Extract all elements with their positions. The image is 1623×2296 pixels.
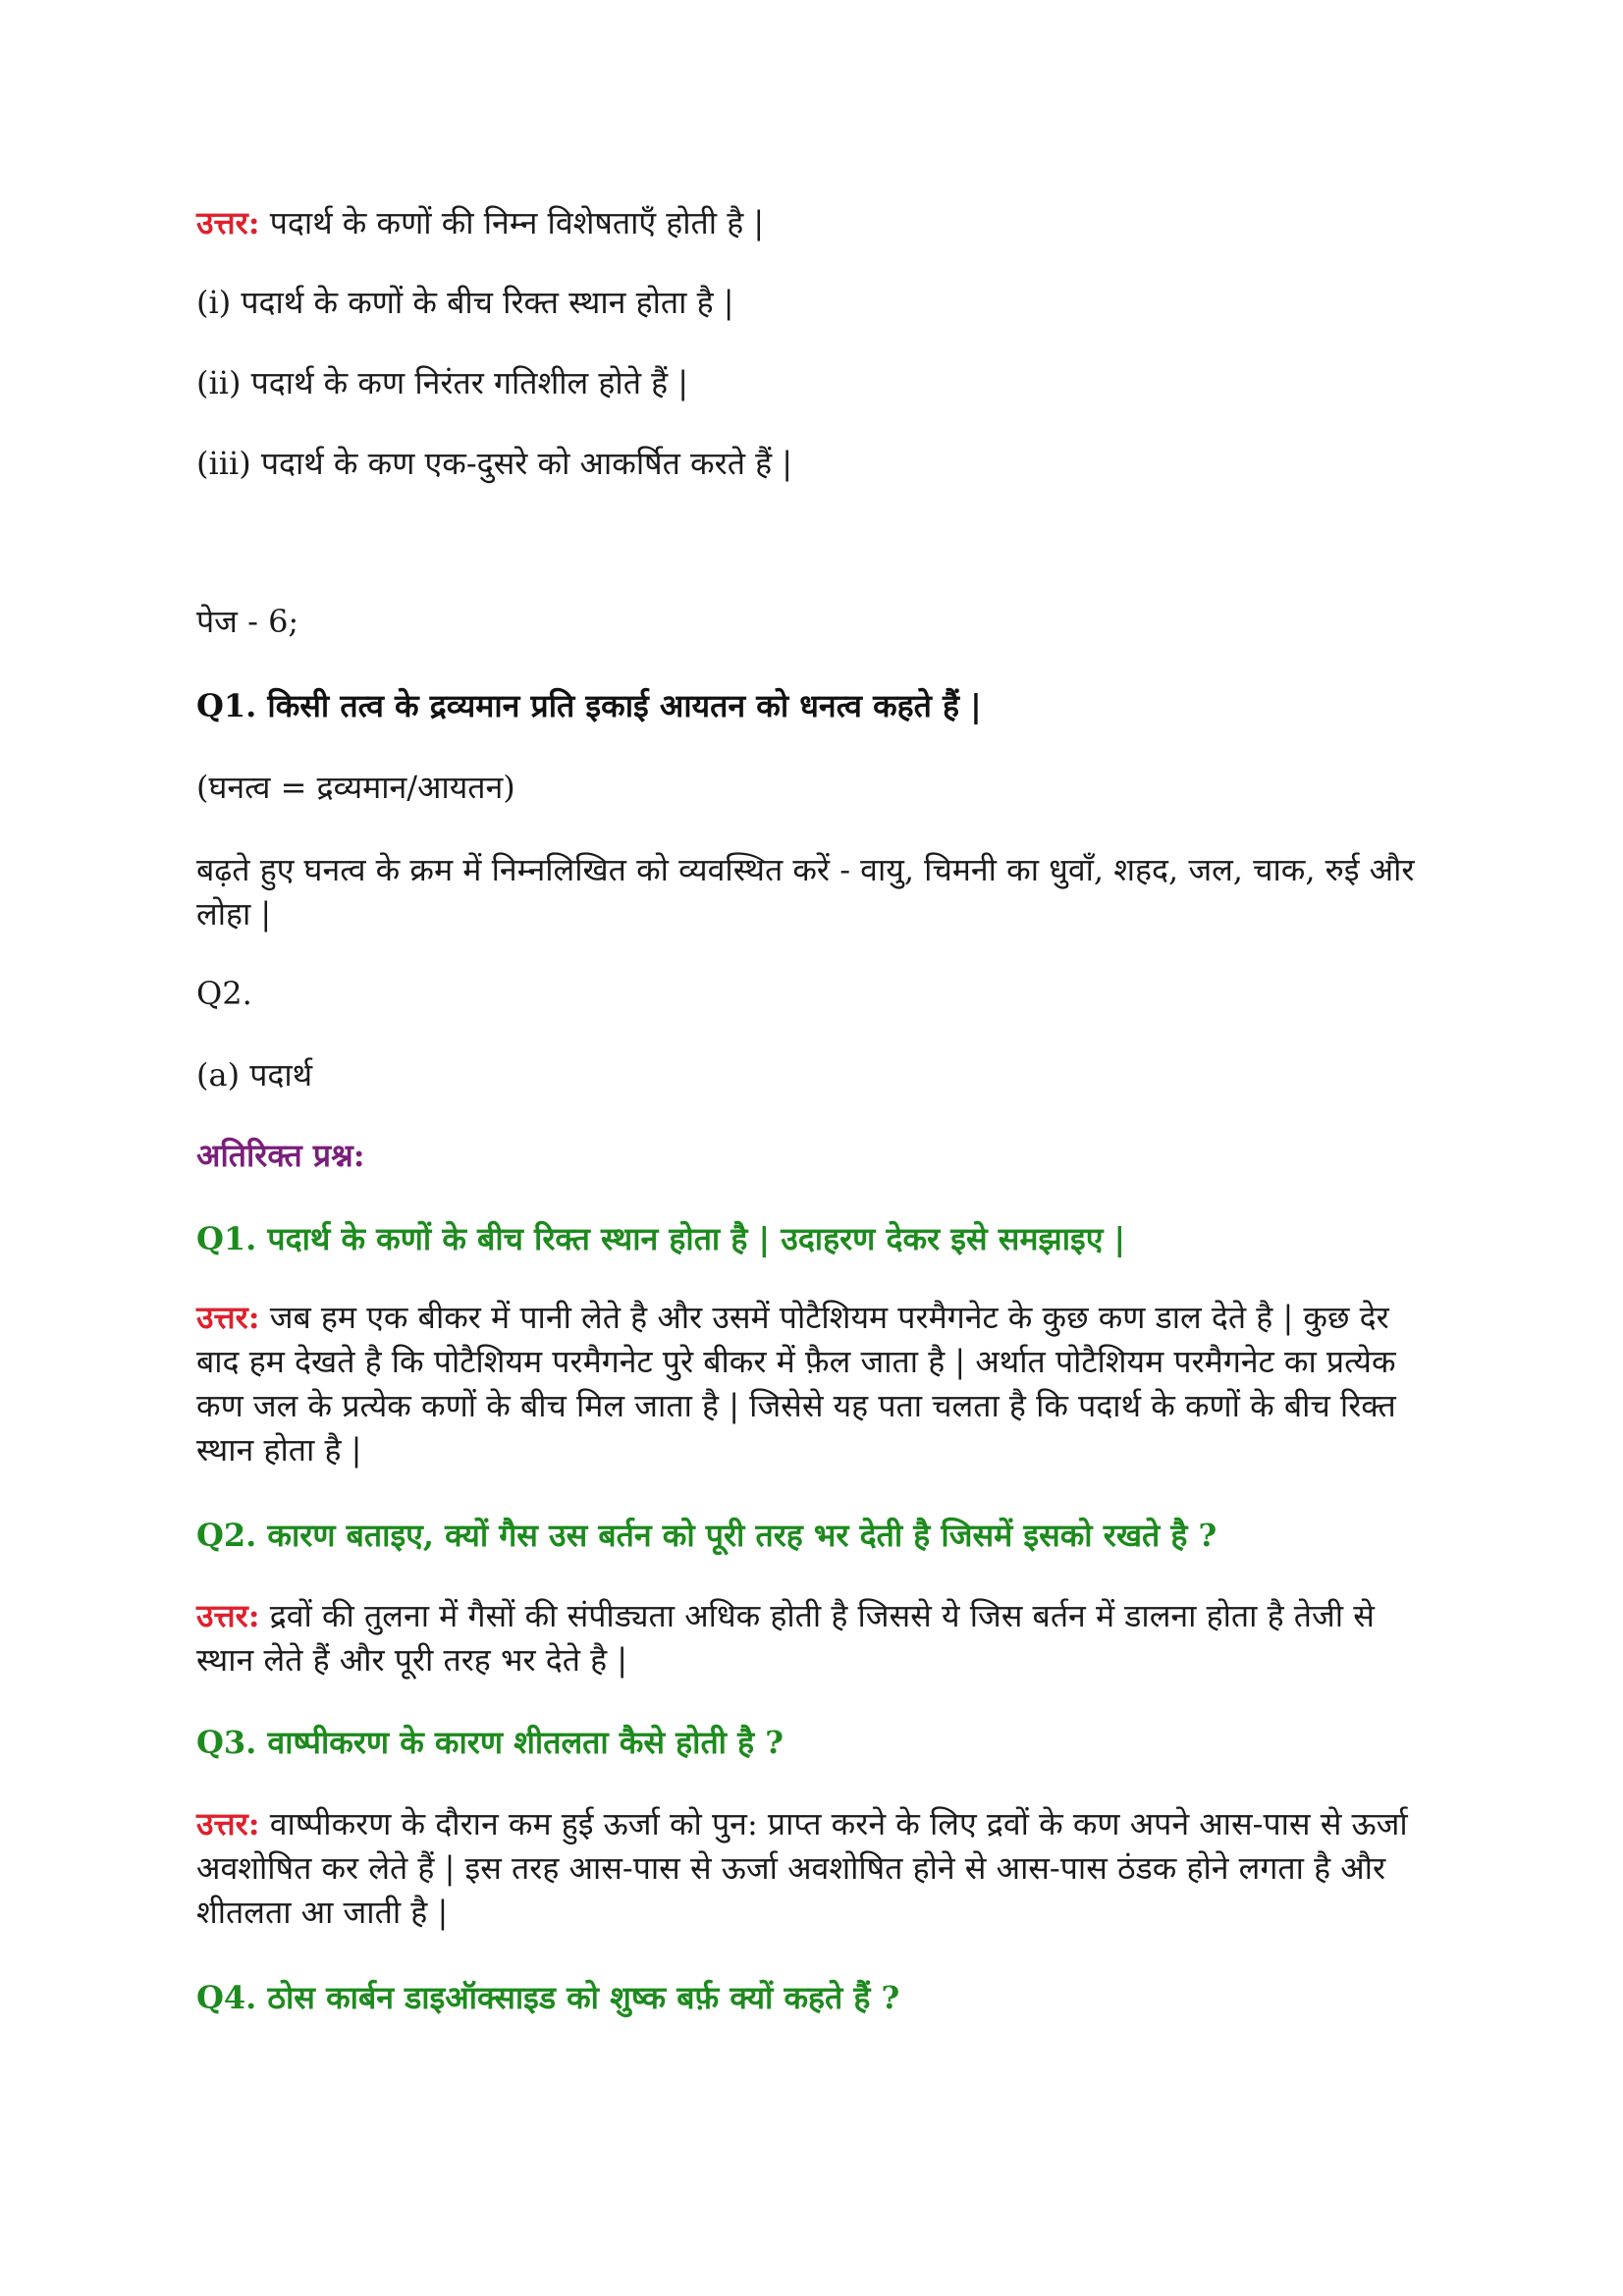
- answer-label: उत्तर:: [196, 1299, 260, 1336]
- extra-answer-3-text: वाष्पीकरण के दौरान कम हुई ऊर्जा को पुन: प्राप्त करने के लिए द्रवों के कण अपने आस-पास से ऊर्जा अवशोषित कर लेते हैं | इस तरह आस-पास से ऊर्जा अवशोषित होने से आस-पास ठंडक होने लगता है और शीतलता आ जाती है |: [196, 1805, 1408, 1931]
- q1-number: Q1.: [196, 687, 257, 724]
- extra-question-2: Q2. कारण बताइए, क्यों गैस उस बर्तन को पूरी तरह भर देती है जिसमें इसको रखते है ?: [196, 1517, 1217, 1554]
- q1-heading: [196, 684, 982, 728]
- arrange-question: बढ़ते हुए घनत्व के क्रम में निम्नलिखित को व्यवस्थित करें - वायु, चिमनी का धुवाँ, शहद, जल, चाक, रुई और लोहा |: [196, 851, 1415, 933]
- extra-question-3: Q3. वाष्पीकरण के कारण शीतलता कैसे होती है ?: [196, 1724, 784, 1761]
- extra-answer-2: [196, 1594, 1434, 1682]
- intro-line: [196, 201, 764, 245]
- extra-answer-1-text: जब हम एक बीकर में पानी लेते है और उसमें पोटैशियम परमैगनेट के कुछ कण डाल देते है | कुछ देर बाद हम देखते है कि पोटैशियम परमैगनेट पुरे बीकर में फ़ैल जाता है | अर्थात पोटैशियम परमैगनेट का प्रत्येक कण जल के प्रत्येक कणों के बीच मिल जाता है | जिसेसे यह पता चलता है कि पदार्थ के कणों के बीच रिक्त स्थान होता है |: [196, 1299, 1396, 1468]
- extra-questions-heading: अतिरिक्त प्रश्न:: [196, 1137, 365, 1174]
- answer-label: उत्तर:: [196, 1597, 260, 1634]
- density-formula: (घनत्व = द्रव्यमान/आयतन): [196, 769, 515, 806]
- page-marker: पेज - 6;: [196, 603, 299, 640]
- answer-label: उत्तर:: [196, 204, 260, 241]
- extra-answer-2-text: द्रवों की तुलना में गैसों की संपीड्यता अधिक होती है जिससे ये जिस बर्तन में डालना होता है तेजी से स्थान लेते हैं और पूरी तरह भर देते है |: [196, 1597, 1375, 1679]
- property-item-2: (ii) पदार्थ के कण निरंतर गतिशील होते हैं |: [196, 364, 689, 401]
- q2-part-a: (a) पदार्थ: [196, 1056, 313, 1094]
- q2-label: Q2.: [196, 975, 252, 1012]
- property-item-3: (iii) पदार्थ के कण एक-दुसरे को आकर्षित करते हैं |: [196, 445, 793, 482]
- property-item-1: (i) पदार्थ के कणों के बीच रिक्त स्थान होता है |: [196, 284, 734, 321]
- q1-text: किसी तत्व के द्रव्यमान प्रति इकाई आयतन को धनत्व कहते हैं |: [256, 687, 982, 724]
- extra-answer-3: [196, 1802, 1434, 1935]
- intro-text: पदार्थ के कणों की निम्न विशेषताएँ होती है |: [259, 204, 765, 241]
- extra-answer-1: [196, 1296, 1434, 1472]
- extra-question-4: Q4. ठोस कार्बन डाइऑक्साइड को शुष्क बर्फ़ क्यों कहते हैं ?: [196, 1979, 900, 2016]
- answer-label: उत्तर:: [196, 1805, 260, 1842]
- extra-question-1: Q1. पदार्थ के कणों के बीच रिक्त स्थान होता है | उदाहरण देकर इसे समझाइए |: [196, 1220, 1126, 1257]
